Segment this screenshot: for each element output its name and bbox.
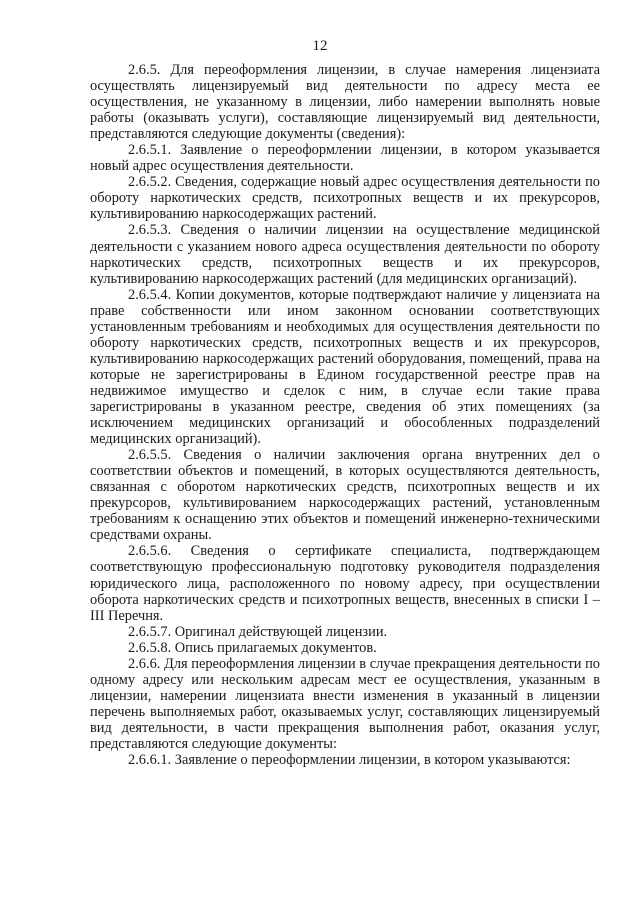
- paragraph-2-6-5: 2.6.5. Для переоформления лицензии, в случае намерения лицензиата осуществлять лицензируемый вид деятельности по адресу места ее осуществления, не указанному в лицензии, либо намерении выполнять новые работы (оказывать услуги), составляющие лицензируемый вид деятельности, представляются следующие документы (сведения):: [90, 62, 600, 143]
- document-body: [90, 62, 600, 768]
- page-number: 12: [312, 38, 328, 54]
- paragraph-2-6-6: 2.6.6. Для переоформления лицензии в случае прекращения деятельности по одному адресу или нескольким адресам мест ее осуществления, указанным в лицензии, намерении лицензиата внести изменения в указанный в лицензии перечень выполняемых работ, оказываемых услуг, составляющих лицензируемый вид деятельности, в части прекращения выполнения работ, оказания услуг, представляются следующие документы:: [90, 655, 600, 752]
- paragraph-2-6-5-2: 2.6.5.2. Сведения, содержащие новый адрес осуществления деятельности по обороту наркотических средств, психотропных веществ и их прекурсоров, культивированию наркосодержащих растений.: [90, 174, 600, 223]
- paragraph-2-6-5-1: 2.6.5.1. Заявление о переоформлении лицензии, в котором указывается новый адрес осуществления деятельности.: [90, 142, 600, 175]
- paragraph-2-6-5-7: 2.6.5.7. Оригинал действующей лицензии.: [128, 623, 388, 640]
- paragraph-2-6-6-1: 2.6.6.1. Заявление о переоформлении лицензии, в котором указываются:: [128, 752, 571, 769]
- paragraph-2-6-5-4: 2.6.5.4. Копии документов, которые подтверждают наличие у лицензиата на праве собственности или ином законном основании соответствующих установленным требованиям и необходимых для осуществления деятельности по обороту наркотических средств, психотропных веществ и их прекурсоров, культивированию наркосодержащих растений оборудования, помещений, права на которые не зарегистрированы в Едином государственной реестре прав на недвижимое имущество и сделок с ним, в случае если такие права зарегистрированы в указанном реестре, сведения об этих помещениях (за исключением медицинских организаций и обособленных подразделений медицинских организаций).: [90, 286, 600, 448]
- paragraph-2-6-5-8: 2.6.5.8. Опись прилагаемых документов.: [128, 639, 377, 656]
- paragraph-2-6-5-5: 2.6.5.5. Сведения о наличии заключения органа внутренних дел о соответствии объектов и помещений, в которых осуществляются деятельность, связанная с оборотом наркотических средств, психотропных веществ и их прекурсоров, культивированием наркосодержащих растений, установленным требованиям к оснащению этих объектов и помещений инженерно-техническими средствами охраны.: [90, 447, 600, 544]
- paragraph-2-6-5-3: 2.6.5.3. Сведения о наличии лицензии на осуществление медицинской деятельности с указанием нового адреса осуществления деятельности по обороту наркотических средств, психотропных веществ и их прекурсоров, культивированию наркосодержащих растений (для медицинских организаций).: [90, 222, 600, 287]
- paragraph-2-6-5-6: 2.6.5.6. Сведения о сертификате специалиста, подтверждающем соответствующую профессиональную подготовку руководителя подразделения юридического лица, расположенного по новому адресу, при осуществлении оборота наркотических средств и психотропных веществ, внесенных в списки I – III Перечня.: [90, 543, 600, 624]
